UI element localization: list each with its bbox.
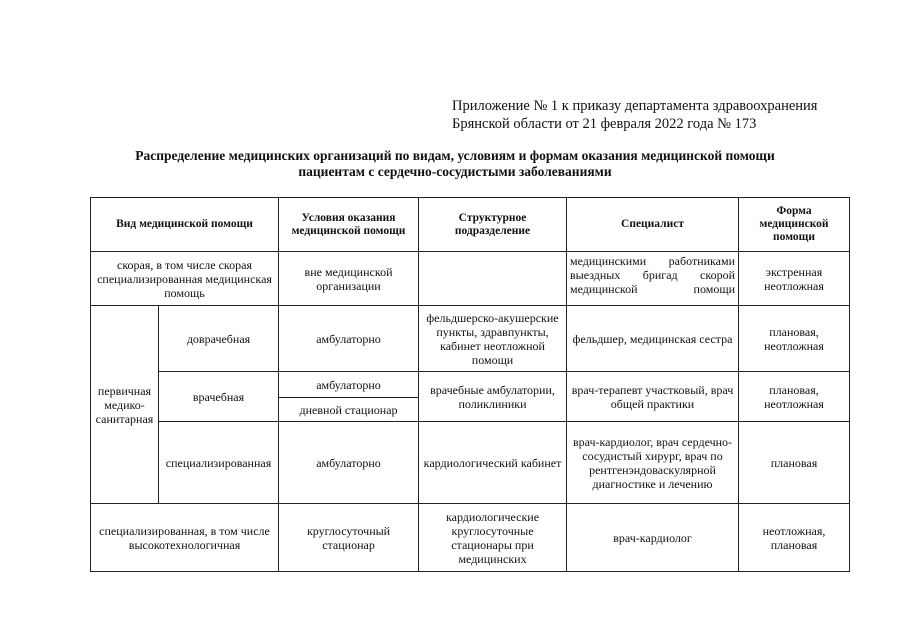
pre-medical-form: плановая, неотложная [739, 306, 850, 372]
medical-conditions-outpatient: амбулаторно [279, 372, 419, 398]
medical-form: плановая, неотложная [739, 372, 850, 422]
specialized-hightech-specialist: врач-кардиолог [567, 504, 739, 572]
medical-unit: врачебные амбулатории, поликлиники [419, 372, 567, 422]
emergency-specialist: медицинскими работниками выездных бригад скорой медицинской помощи [567, 252, 739, 306]
pre-medical-specialist: фельдшер, медицинская сестра [567, 306, 739, 372]
medical-specialist: врач-терапевт участковый, врач общей практики [567, 372, 739, 422]
specialized-primary-form: плановая [739, 422, 850, 504]
table-row-emergency [91, 252, 850, 306]
care-distribution-table [90, 197, 850, 572]
specialized-hightech-conditions: круглосуточный стационар [279, 504, 419, 572]
appendix-line-2: Брянской области от 21 февраля 2022 года № 173 [452, 116, 757, 132]
table-row-medical-outpatient [91, 372, 850, 398]
medical-conditions-day-hospital: дневной стационар [279, 398, 419, 422]
table-row-specialized-primary [91, 422, 850, 504]
table-row-specialized-hightech [91, 504, 850, 572]
primary-care-group: первичная медико-санитарная [91, 306, 159, 504]
pre-medical-subtype: доврачебная [159, 306, 279, 372]
header-row [91, 198, 850, 252]
specialized-primary-subtype: специализированная [159, 422, 279, 504]
title-line-2: пациентам с сердечно-сосудистыми заболеваниями [298, 164, 612, 179]
header-form: Форма медицинской помощи [739, 198, 850, 252]
title-line-1: Распределение медицинских организаций по видам, условиям и формам оказания медицинской помощи [135, 148, 775, 163]
header-conditions: Условия оказания медицинской помощи [279, 198, 419, 252]
specialized-hightech-unit: кардиологические круглосуточные стационары при медицинских [419, 504, 567, 572]
pre-medical-unit: фельдшерско-акушерские пункты, здравпункты, кабинет неотложной помощи [419, 306, 567, 372]
specialized-primary-conditions: амбулаторно [279, 422, 419, 504]
table-row-pre-medical [91, 306, 850, 372]
emergency-conditions: вне медицинской организации [279, 252, 419, 306]
specialized-hightech-form: неотложная, плановая [739, 504, 850, 572]
specialized-primary-unit: кардиологический кабинет [419, 422, 567, 504]
emergency-form: экстренная неотложная [739, 252, 850, 306]
appendix-note [452, 97, 892, 133]
header-care-type: Вид медицинской помощи [91, 198, 279, 252]
specialized-hightech-care-type: специализированная, в том числе высокотехнологичная [91, 504, 279, 572]
header-unit: Структурное подразделение [419, 198, 567, 252]
emergency-unit [419, 252, 567, 306]
medical-subtype: врачебная [159, 372, 279, 422]
emergency-care-type: скорая, в том числе скорая специализированная медицинская помощь [91, 252, 279, 306]
pre-medical-conditions: амбулаторно [279, 306, 419, 372]
appendix-line-1: Приложение № 1 к приказу департамента здравоохранения [452, 98, 818, 114]
header-specialist: Специалист [567, 198, 739, 252]
specialized-primary-specialist: врач-кардиолог, врач сердечно-сосудистый хирург, врач по рентгенэндоваскулярной диагностике и лечению [567, 422, 739, 504]
document-title [60, 148, 850, 180]
